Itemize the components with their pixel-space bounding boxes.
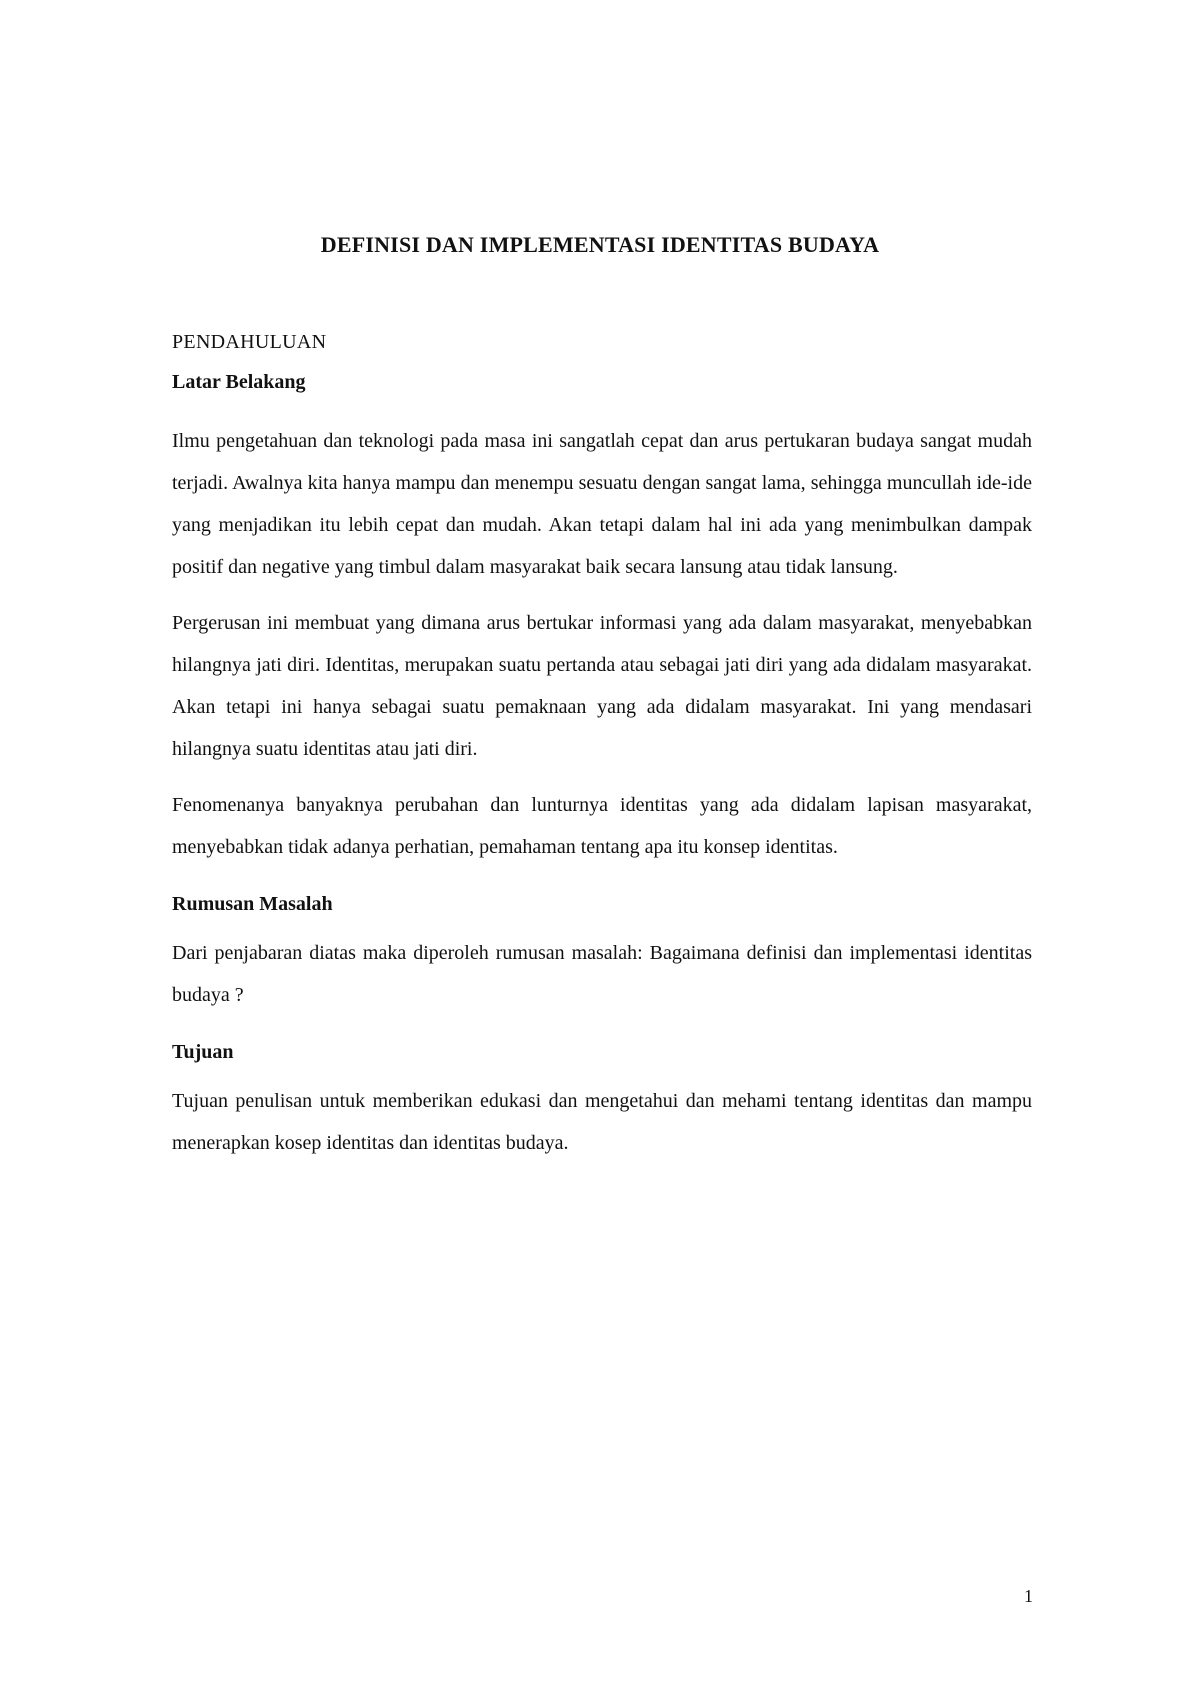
section-heading: Tujuan — [172, 1041, 234, 1063]
paragraph: Pergerusan ini membuat yang dimana arus bertukar informasi yang ada dalam masyarakat, menyebabkan hilangnya jati diri. Identitas, merupakan suatu pertanda atau sebagai jati diri yang ada didalam masyarakat. Akan tetapi ini hanya sebagai suatu pemaknaan yang ada didalam masyarakat. Ini yang mendasari hilangnya suatu identitas atau jati diri. — [172, 612, 1032, 760]
document-body — [172, 328, 1032, 1164]
paragraph: Dari penjabaran diatas maka diperoleh rumusan masalah: Bagaimana definisi dan implementasi identitas budaya ? — [172, 942, 1032, 1006]
section-latar-belakang — [172, 368, 1032, 868]
section-tujuan — [172, 1038, 1032, 1164]
section-heading: Latar Belakang — [172, 371, 306, 393]
section-rumusan-masalah — [172, 890, 1032, 1016]
chapter-heading: PENDAHULUAN — [172, 331, 327, 353]
section-heading: Rumusan Masalah — [172, 893, 333, 915]
paragraph: Fenomenanya banyaknya perubahan dan lunturnya identitas yang ada didalam lapisan masyarakat, menyebabkan tidak adanya perhatian, pemahaman tentang apa itu konsep identitas. — [172, 794, 1032, 858]
paragraph: Tujuan penulisan untuk memberikan edukasi dan mengetahui dan mehami tentang identitas dan mampu menerapkan kosep identitas dan identitas budaya. — [172, 1090, 1032, 1154]
paragraph: Ilmu pengetahuan dan teknologi pada masa ini sangatlah cepat dan arus pertukaran budaya sangat mudah terjadi. Awalnya kita hanya mampu dan menempu sesuatu dengan sangat lama, sehingga muncullah ide-ide yang menjadikan itu lebih cepat dan mudah. Akan tetapi dalam hal ini ada yang menimbulkan dampak positif dan negative yang timbul dalam masyarakat baik secara lansung atau tidak lansung. — [172, 430, 1032, 578]
page-number: 1 — [1024, 1586, 1033, 1606]
document-title: DEFINISI DAN IMPLEMENTASI IDENTITAS BUDAYA — [320, 232, 880, 257]
